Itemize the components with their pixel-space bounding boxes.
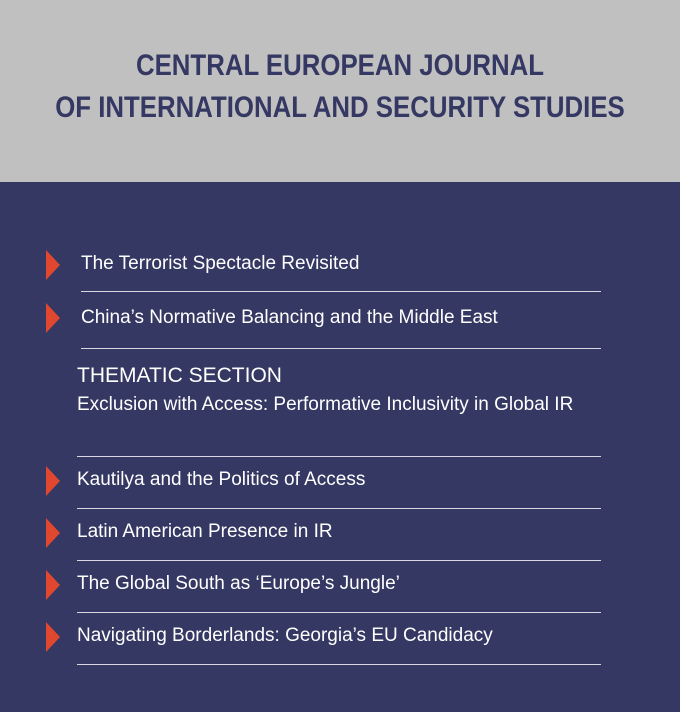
cover-header [0, 0, 680, 182]
triangle-marker-icon [46, 518, 60, 548]
divider [77, 612, 601, 613]
divider [77, 560, 601, 561]
article-title: The Global South as ‘Europe’s Jungle’ [77, 573, 400, 594]
thematic-lead-title: Exclusion with Access: Performative Inclusivity in Global IR [77, 394, 574, 415]
triangle-marker-icon [46, 622, 60, 652]
journal-title-line-2: OF INTERNATIONAL AND SECURITY STUDIES [55, 91, 625, 124]
article-title: China’s Normative Balancing and the Middle East [81, 307, 498, 328]
triangle-marker-icon [46, 303, 60, 333]
article-title: Navigating Borderlands: Georgia’s EU Candidacy [77, 625, 493, 646]
divider [81, 291, 601, 292]
article-title: Kautilya and the Politics of Access [77, 469, 366, 490]
thematic-section-heading: THEMATIC SECTION [77, 364, 282, 387]
triangle-marker-icon [46, 570, 60, 600]
divider [81, 348, 601, 349]
triangle-marker-icon [46, 466, 60, 496]
article-title: The Terrorist Spectacle Revisited [81, 253, 360, 274]
divider [77, 456, 601, 457]
divider [77, 664, 601, 665]
triangle-marker-icon [46, 250, 60, 280]
divider [77, 508, 601, 509]
journal-title-line-1: CENTRAL EUROPEAN JOURNAL [135, 49, 545, 82]
article-title: Latin American Presence in IR [77, 521, 333, 542]
